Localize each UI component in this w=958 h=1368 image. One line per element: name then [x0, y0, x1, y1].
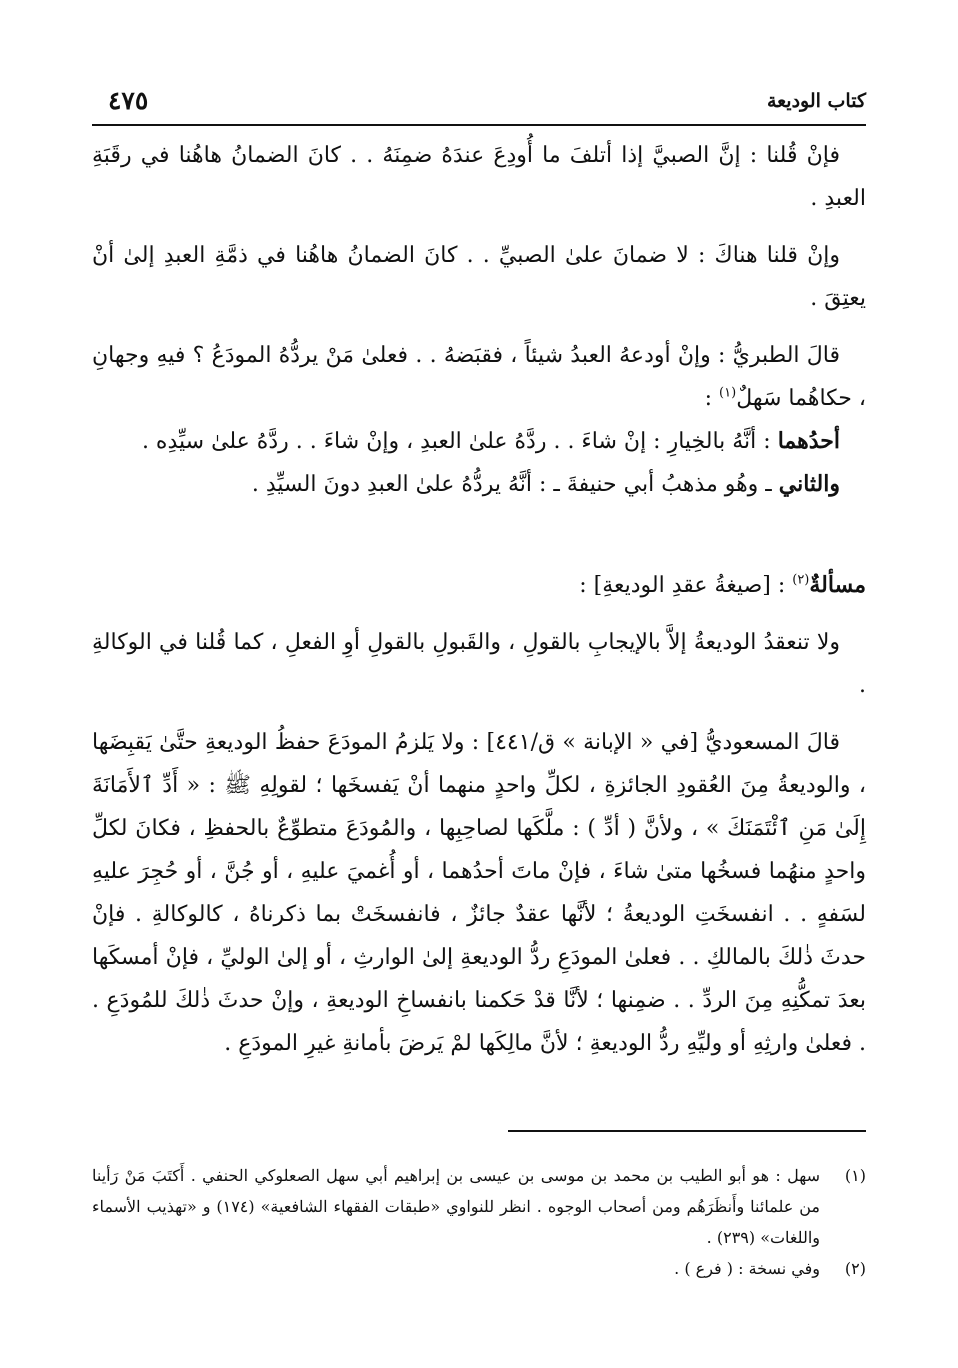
paragraph-1: فإنْ قُلنا : إنَّ الصبيَّ إذا أتلفَ ما أُودِعَ عندَهُ ضمِنَهُ . . كانَ الضمانُ هاهُنا في رقَبَةِ العبدِ . [92, 143, 866, 211]
footnote-separator [508, 1130, 866, 1132]
first-opinion-text: : أنَّهُ بالخِيارِ : إنْ شاءَ . . ردَّهُ علىٰ العبدِ ، وإنْ شاءَ . . ردَّهُ علىٰ سيِّدِه . [141, 429, 778, 454]
footnote-2 [92, 1253, 866, 1284]
footnote-text: سهل : هو أبو الطيب بن محمد بن موسى بن عيسى بن إبراهيم أبي سهل الصعلوكي الحنفي . أَكتَبَ مَنْ رَأينا من علمائنا وأَنظَرَهُم ومن أصحاب الوجوه . انظر للنواوي «طبقات الفقهاء الشافعية» (١٧٤) و «تهذيب الأسماء واللغات» (٢٣٩) . [92, 1166, 820, 1247]
footnote-number: (١) [844, 1166, 866, 1185]
second-opinion-label: والثاني [778, 471, 840, 497]
header-rule [92, 124, 866, 126]
paragraph-4 [92, 420, 866, 463]
paragraph-5 [92, 463, 866, 506]
paragraph-3 [92, 334, 866, 420]
footnotes [92, 1160, 866, 1284]
paragraph-2: وإنْ قلنا هناكَ : لا ضمانَ علىٰ الصبيِّ . . كانَ الضمانُ هاهُنا في ذمَّةِ العبدِ إلىٰ أنْ يعتِقَ . [92, 243, 866, 311]
footnote-ref-1: (١) [719, 385, 737, 401]
main-text [92, 134, 866, 1065]
masala-title: : [صيغةُ عقدِ الوديعةِ] : [579, 573, 793, 598]
first-opinion-label: أحدُهما [777, 428, 840, 454]
footnote-ref-2: (٢) [792, 572, 810, 588]
footnote-text: وفي نسخة : ( فرع ) . [674, 1259, 820, 1278]
page-number: ٤٧٥ [108, 86, 149, 115]
paragraph-6: ولا تنعقدُ الوديعةُ إلاَّ بالإيجابِ بالقولِ ، والقَبولِ بالقولِ أوِ الفعلِ ، كما قُلنا في الوكالةِ . [92, 630, 866, 698]
page-header [92, 86, 866, 122]
masala-heading [92, 564, 866, 607]
paragraph-3-text: قالَ الطبريُّ : وإنْ أودعهُ العبدُ شيئاً ، فقبَضهُ . . فعلىٰ مَنْ يردُّهُ المودَعُ ؟ فيهِ وجهانِ ، حكاهُما سَهلٌ [92, 343, 866, 411]
masala-label: مسألةٌ [809, 572, 866, 598]
paragraph-3-tail: : [704, 386, 720, 411]
footnote-1 [92, 1160, 866, 1253]
footnote-number: (٢) [844, 1259, 866, 1278]
running-title: كتاب الوديعة [766, 90, 866, 112]
paragraph-7: قالَ المسعوديُّ [في « الإبانة » ق/٤٤١] : ولا يَلزمُ المودَعَ حفظُ الوديعةِ حتَّىٰ يَقبِضَها ، والوديعةُ مِنَ العُقودِ الجائزةِ ، لكلِّ واحدٍ منهما أنْ يَفسخَها ؛ لقولِهِ ﷺ : « أَدِّ ٱلأَمَانَةَ إِلَىٰ مَنِ ٱئْتَمَنَكَ » ، ولأنَّ ( أدِّ ) : ملَّكَها لصاحِبِها ، والمُودَعَ متطوِّعٌ بالحفظِ ، فكانَ لكلِّ واحدٍ منهُما فسخُها متىٰ شاءَ ، فإنْ ماتَ أحدُهما ، أو أُغميَ عليهِ ، أو جُنَّ ، أو حُجِرَ عليهِ لسَفهٍ . . انفسخَتِ الوديعةُ ؛ لأنَّها عقدٌ جائزٌ ، فانفسخَتْ بما ذكرناهُ ، كالوكالةِ . فإنْ حدثَ ذٰلكَ بالمالكِ . . فعلىٰ المودَعِ ردُّ الوديعةِ إلىٰ الوارثِ ، أو إلىٰ الوليِّ ، فإنْ أمسكَها بعدَ تمكُّنِهِ مِنَ الردِّ . . ضمِنها ؛ لأنَّا قدْ حَكمنا بانفساخِ الوديعةِ ، وإنْ حدثَ ذٰلكَ للمُودَعِ . . فعلىٰ وارثِهِ أو وليِّهِ ردُّ الوديعةِ ؛ لأنَّ مالِكَها لمْ يَرضَ بأمانةِ غيرِ المودَعِ . [92, 730, 866, 1056]
second-opinion-text: ـ وهُو مذهبُ أبي حنيفةَ ـ : أنَّهُ يردُّهُ علىٰ العبدِ دونَ السيِّدِ . [251, 472, 779, 497]
